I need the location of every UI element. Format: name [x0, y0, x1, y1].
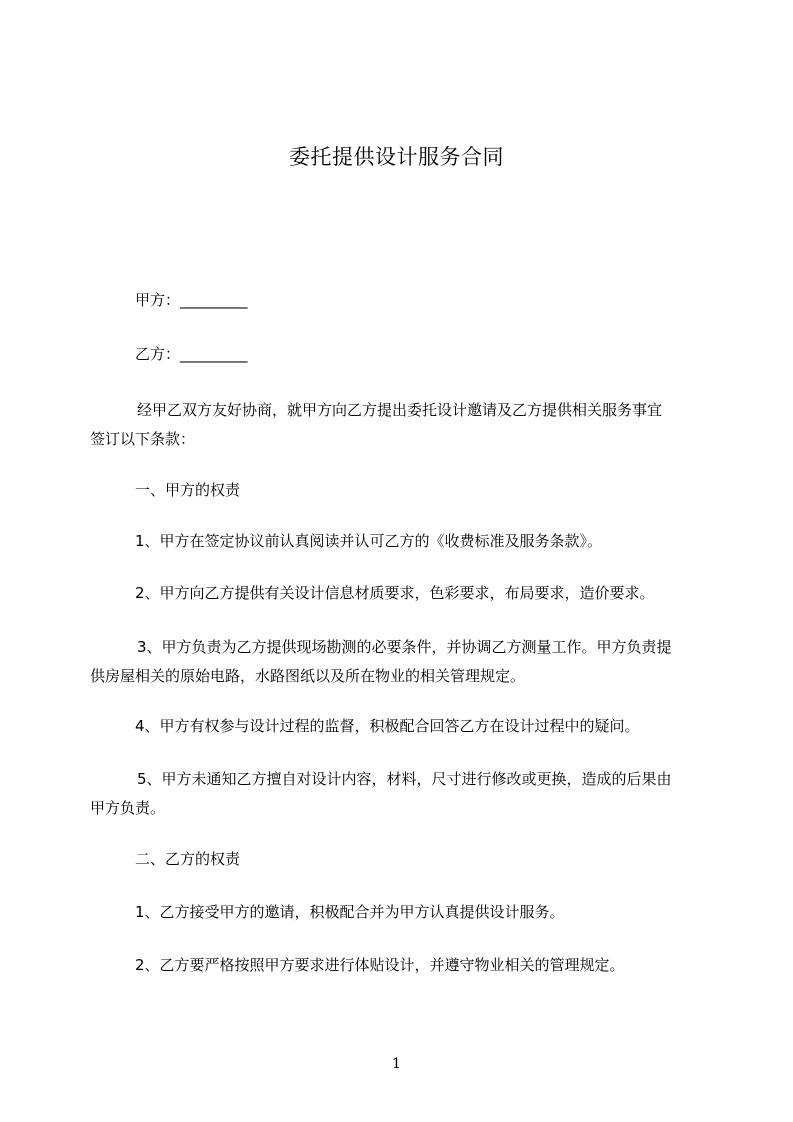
section-1-item-4: 4、甲方有权参与设计过程的监督，积极配合回答乙方在设计过程中的疑问。 [135, 717, 640, 735]
section-1-heading: 一、甲方的权责 [135, 481, 241, 499]
section-1-item-5-line-2: 甲方负责。 [90, 799, 166, 817]
section-1-item-1: 1、甲方在签定协议前认真阅读并认可乙方的《收费标准及服务条款》。 [135, 532, 603, 550]
party-b-line: 乙方：_________ [135, 345, 248, 363]
section-1-item-3-line-1: 3、甲方负责为乙方提供现场勘测的必要条件，并协调乙方测量工作。甲方负责提 [137, 638, 672, 656]
section-1-item-5-line-1: 5、甲方未通知乙方擅自对设计内容，材料，尺寸进行修改或更换，造成的后果由 [137, 770, 672, 788]
section-1-item-3-line-2: 供房屋相关的原始电路，水路图纸以及所在物业的相关管理规定。 [90, 667, 526, 685]
intro-line-1: 经甲乙双方友好协商，就甲方向乙方提出委托设计邀请及乙方提供相关服务事宜 [137, 401, 663, 419]
section-2-item-1: 1、乙方接受甲方的邀请，积极配合并为甲方认真提供设计服务。 [135, 903, 565, 921]
party-a-line: 甲方：_________ [135, 291, 248, 309]
section-1-item-3 [90, 633, 714, 691]
page-number: 1 [392, 1056, 401, 1072]
section-1-item-2: 2、甲方向乙方提供有关设计信息材质要求，色彩要求，布局要求，造价要求。 [135, 584, 655, 602]
intro-paragraph [90, 396, 714, 454]
section-2-item-2: 2、乙方要严格按照甲方要求进行体贴设计，并遵守物业相关的管理规定。 [135, 956, 625, 974]
intro-line-2: 签订以下条款： [90, 430, 196, 448]
document-title: 委托提供设计服务合同 [289, 145, 504, 169]
section-2-heading: 二、乙方的权责 [135, 850, 241, 868]
section-1-item-5 [90, 765, 714, 823]
